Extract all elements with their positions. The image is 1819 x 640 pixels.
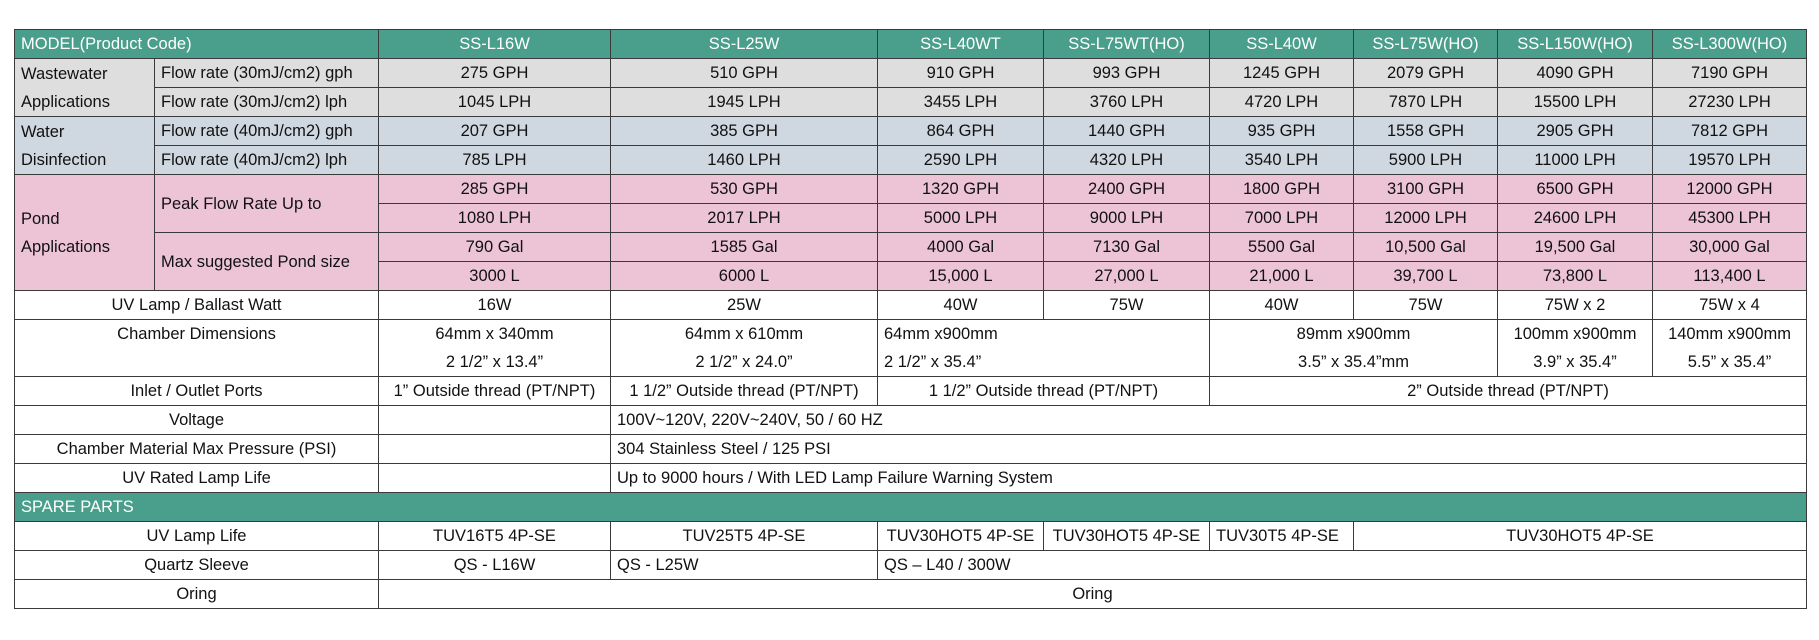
pond-peak-gph-row	[15, 175, 1807, 204]
table-cell: 1800 GPH	[1210, 175, 1354, 204]
table-cell: 75W	[1354, 291, 1498, 320]
chamber-dim-cell: 64mm x900mm 2 1/2” x 35.4”	[878, 320, 1210, 377]
table-cell: 275 GPH	[379, 59, 611, 88]
table-cell: 11000 LPH	[1498, 146, 1653, 175]
table-cell: 4000 Gal	[878, 233, 1044, 262]
table-cell: 2905 GPH	[1498, 117, 1653, 146]
table-cell: 3760 LPH	[1044, 88, 1210, 117]
pond-size-gal-row	[15, 233, 1807, 262]
table-cell: 25W	[611, 291, 878, 320]
table-cell: 5900 LPH	[1354, 146, 1498, 175]
spec-table-wrapper	[14, 29, 1807, 609]
table-cell: 24600 LPH	[1498, 204, 1653, 233]
table-cell: 75W x 4	[1653, 291, 1807, 320]
table-cell: 75W x 2	[1498, 291, 1653, 320]
table-cell: 45300 LPH	[1653, 204, 1807, 233]
table-cell: 2079 GPH	[1354, 59, 1498, 88]
voltage-label: Voltage	[15, 406, 379, 435]
table-cell: TUV30HOT5 4P-SE	[1354, 522, 1807, 551]
table-cell: Oring	[379, 580, 1807, 609]
table-cell: 7190 GPH	[1653, 59, 1807, 88]
table-cell: 530 GPH	[611, 175, 878, 204]
table-cell: 4320 LPH	[1044, 146, 1210, 175]
table-cell: 10,500 Gal	[1354, 233, 1498, 262]
table-cell: 75W	[1044, 291, 1210, 320]
material-label: Chamber Material Max Pressure (PSI)	[15, 435, 379, 464]
chamber-dim-cell: 140mm x900mm 5.5” x 35.4”	[1653, 320, 1807, 377]
wastewater-lph-row	[15, 88, 1807, 117]
ports-label: Inlet / Outlet Ports	[15, 377, 379, 406]
table-cell: 2017 LPH	[611, 204, 878, 233]
material-value: 304 Stainless Steel / 125 PSI	[611, 435, 1807, 464]
table-cell: 5500 Gal	[1210, 233, 1354, 262]
quartz-sleeve-label: Quartz Sleeve	[15, 551, 379, 580]
table-cell: QS - L25W	[611, 551, 878, 580]
table-cell: 27,000 L	[1044, 262, 1210, 291]
water-gph-row	[15, 117, 1807, 146]
table-cell: 910 GPH	[878, 59, 1044, 88]
ports-row	[15, 377, 1807, 406]
table-cell: 12000 LPH	[1354, 204, 1498, 233]
spare-parts-header-row	[15, 493, 1807, 522]
chamber-dim-cell: 100mm x900mm 3.9” x 35.4”	[1498, 320, 1653, 377]
table-cell: 1440 GPH	[1044, 117, 1210, 146]
lamp-life-label: UV Rated Lamp Life	[15, 464, 379, 493]
table-cell: 385 GPH	[611, 117, 878, 146]
table-cell: 2400 GPH	[1044, 175, 1210, 204]
table-cell: TUV25T5 4P-SE	[611, 522, 878, 551]
table-cell: 7130 Gal	[1044, 233, 1210, 262]
table-cell: 113,400 L	[1653, 262, 1807, 291]
table-cell: 7870 LPH	[1354, 88, 1498, 117]
model-ss-l150w-ho: SS-L150W(HO)	[1498, 30, 1653, 59]
table-cell: 864 GPH	[878, 117, 1044, 146]
quartz-sleeve-row	[15, 551, 1807, 580]
table-cell: 3000 L	[379, 262, 611, 291]
model-ss-l300w-ho: SS-L300W(HO)	[1653, 30, 1807, 59]
table-cell: 790 Gal	[379, 233, 611, 262]
table-cell: 73,800 L	[1498, 262, 1653, 291]
spare-parts-title: SPARE PARTS	[15, 493, 1807, 522]
wastewater-gph-label: Flow rate (30mJ/cm2) gph	[155, 59, 379, 88]
table-cell: 6500 GPH	[1498, 175, 1653, 204]
table-cell: 5000 LPH	[878, 204, 1044, 233]
wastewater-group-label: Wastewater Applications	[15, 59, 155, 117]
model-ss-l40w: SS-L40W	[1210, 30, 1354, 59]
table-cell: 2590 LPH	[878, 146, 1044, 175]
model-ss-l75w-ho: SS-L75W(HO)	[1354, 30, 1498, 59]
table-cell: 9000 LPH	[1044, 204, 1210, 233]
table-cell: 1460 LPH	[611, 146, 878, 175]
table-cell: 510 GPH	[611, 59, 878, 88]
table-cell: 39,700 L	[1354, 262, 1498, 291]
chamber-dimensions-label: Chamber Dimensions	[15, 320, 379, 377]
model-ss-l75wt-ho: SS-L75WT(HO)	[1044, 30, 1210, 59]
wastewater-lph-label: Flow rate (30mJ/cm2) lph	[155, 88, 379, 117]
table-cell: 16W	[379, 291, 611, 320]
table-cell: 12000 GPH	[1653, 175, 1807, 204]
voltage-row	[15, 406, 1807, 435]
pond-peak-label: Peak Flow Rate Up to	[155, 175, 379, 233]
empty-cell	[379, 406, 611, 435]
table-cell: 7812 GPH	[1653, 117, 1807, 146]
chamber-dimensions-row	[15, 320, 1807, 377]
table-cell: 21,000 L	[1210, 262, 1354, 291]
pond-group-label: Pond Applications	[15, 175, 155, 291]
table-cell: 4720 LPH	[1210, 88, 1354, 117]
table-cell: 3100 GPH	[1354, 175, 1498, 204]
table-cell: 993 GPH	[1044, 59, 1210, 88]
uv-sterilizer-spec-table	[14, 29, 1807, 609]
table-cell: QS – L40 / 300W	[878, 551, 1807, 580]
model-ss-l25w: SS-L25W	[611, 30, 878, 59]
table-cell: 27230 LPH	[1653, 88, 1807, 117]
table-cell: TUV16T5 4P-SE	[379, 522, 611, 551]
table-cell: 3540 LPH	[1210, 146, 1354, 175]
table-cell: 1245 GPH	[1210, 59, 1354, 88]
lamp-life-value: Up to 9000 hours / With LED Lamp Failure Warning System	[611, 464, 1807, 493]
table-cell: TUV30T5 4P-SE	[1210, 522, 1354, 551]
table-cell: 6000 L	[611, 262, 878, 291]
lamp-life-row	[15, 464, 1807, 493]
table-cell: 1045 LPH	[379, 88, 611, 117]
table-cell: 1320 GPH	[878, 175, 1044, 204]
table-cell: 1” Outside thread (PT/NPT)	[379, 377, 611, 406]
table-cell: 19570 LPH	[1653, 146, 1807, 175]
chamber-dim-cell: 64mm x 610mm 2 1/2” x 24.0”	[611, 320, 878, 377]
water-gph-label: Flow rate (40mJ/cm2) gph	[155, 117, 379, 146]
table-cell: 7000 LPH	[1210, 204, 1354, 233]
uv-lamp-watt-row	[15, 291, 1807, 320]
table-cell: 40W	[1210, 291, 1354, 320]
pond-size-label: Max suggested Pond size	[155, 233, 379, 291]
table-cell: 30,000 Gal	[1653, 233, 1807, 262]
table-cell: TUV30HOT5 4P-SE	[878, 522, 1044, 551]
water-lph-label: Flow rate (40mJ/cm2) lph	[155, 146, 379, 175]
table-cell: 1 1/2” Outside thread (PT/NPT)	[611, 377, 878, 406]
table-cell: 285 GPH	[379, 175, 611, 204]
table-cell: 1945 LPH	[611, 88, 878, 117]
uv-lamp-watt-label: UV Lamp / Ballast Watt	[15, 291, 379, 320]
oring-label: Oring	[15, 580, 379, 609]
header-row	[15, 30, 1807, 59]
table-cell: 935 GPH	[1210, 117, 1354, 146]
table-cell: 1585 Gal	[611, 233, 878, 262]
chamber-dim-cell: 64mm x 340mm 2 1/2” x 13.4”	[379, 320, 611, 377]
table-cell: 19,500 Gal	[1498, 233, 1653, 262]
table-cell: 207 GPH	[379, 117, 611, 146]
table-cell: 40W	[878, 291, 1044, 320]
water-group-label: Water Disinfection	[15, 117, 155, 175]
chamber-dim-cell: 89mm x900mm 3.5” x 35.4”mm	[1210, 320, 1498, 377]
table-cell: 4090 GPH	[1498, 59, 1653, 88]
voltage-value: 100V~120V, 220V~240V, 50 / 60 HZ	[611, 406, 1807, 435]
table-cell: 15,000 L	[878, 262, 1044, 291]
material-row	[15, 435, 1807, 464]
table-cell: QS - L16W	[379, 551, 611, 580]
table-cell: 3455 LPH	[878, 88, 1044, 117]
empty-cell	[379, 464, 611, 493]
oring-row	[15, 580, 1807, 609]
water-lph-row	[15, 146, 1807, 175]
table-cell: 1 1/2” Outside thread (PT/NPT)	[878, 377, 1210, 406]
model-ss-l40wt: SS-L40WT	[878, 30, 1044, 59]
wastewater-gph-row	[15, 59, 1807, 88]
model-header-label: MODEL(Product Code)	[15, 30, 379, 59]
spare-lamp-row	[15, 522, 1807, 551]
table-cell: 15500 LPH	[1498, 88, 1653, 117]
table-cell: TUV30HOT5 4P-SE	[1044, 522, 1210, 551]
table-cell: 1080 LPH	[379, 204, 611, 233]
table-cell: 785 LPH	[379, 146, 611, 175]
model-ss-l16w: SS-L16W	[379, 30, 611, 59]
empty-cell	[379, 435, 611, 464]
table-cell: 1558 GPH	[1354, 117, 1498, 146]
table-cell: 2” Outside thread (PT/NPT)	[1210, 377, 1807, 406]
spare-lamp-label: UV Lamp Life	[15, 522, 379, 551]
